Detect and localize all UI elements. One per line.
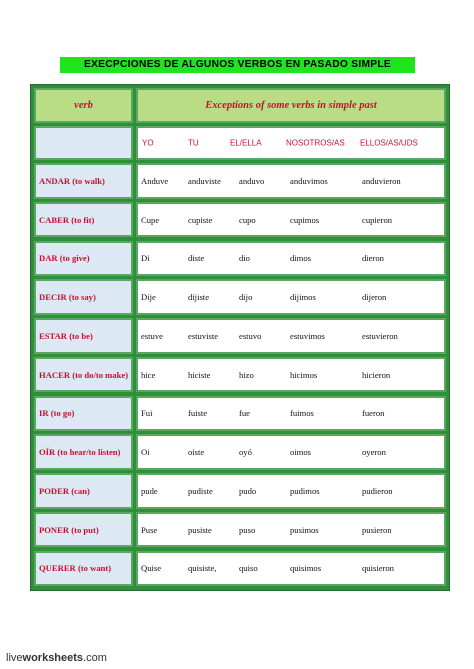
conjugation-form: estuvo xyxy=(239,330,262,341)
conjugation-form: oimos xyxy=(290,447,312,457)
conjugation-form: pusimos xyxy=(290,524,319,535)
pronoun-ellos: ELLOS/AS/UDS xyxy=(360,138,418,148)
verb-gloss: (to give) xyxy=(59,253,90,264)
conjugation-form: Anduve xyxy=(141,175,169,186)
conjugation-form: dijimos xyxy=(290,292,316,302)
conjugation-cell xyxy=(136,473,446,509)
conjugation-form: estuve xyxy=(141,330,163,341)
conjugation-form: pudiste xyxy=(188,485,213,496)
verb-gloss: (to say) xyxy=(68,292,96,302)
verb-cell xyxy=(34,473,133,509)
conjugation-form: quiso xyxy=(239,563,258,574)
conjugation-form: anduvimos xyxy=(290,175,328,186)
verb-cell xyxy=(34,279,133,315)
conjugation-form: estuvieron xyxy=(362,330,398,341)
verb-name: PONER xyxy=(39,524,70,535)
footer-suffix: .com xyxy=(83,652,107,664)
conjugation-form: Oi xyxy=(141,447,150,457)
conjugation-form: puso xyxy=(239,524,256,535)
verb-cell xyxy=(34,396,133,432)
conjugation-form: oiste xyxy=(188,447,205,457)
conjugation-form: pude xyxy=(141,485,158,496)
conjugation-form: Fui xyxy=(141,408,153,419)
conjugation-cell xyxy=(136,357,446,393)
conjugation-form: anduvieron xyxy=(362,175,401,186)
table-row xyxy=(34,434,446,470)
footer-brand xyxy=(6,652,107,664)
verb-name: OÍR xyxy=(39,447,56,457)
pronoun-cell xyxy=(136,126,446,160)
verb-gloss: (to go) xyxy=(50,408,75,419)
conjugation-form: cupiste xyxy=(188,214,213,225)
conjugation-form: Puse xyxy=(141,524,158,535)
verb-cell xyxy=(34,318,133,354)
verb-name: DAR xyxy=(39,253,58,264)
conjugation-cell xyxy=(136,512,446,548)
table-header-row xyxy=(34,88,446,123)
table-row xyxy=(34,279,446,315)
verb-table xyxy=(30,84,450,591)
verb-gloss: (to walk) xyxy=(72,175,105,186)
table-row xyxy=(34,202,446,238)
conjugation-form: estuviste xyxy=(188,330,219,341)
verb-name: ESTAR xyxy=(39,330,68,341)
pronoun-tu: TU xyxy=(188,138,199,148)
footer-brand-name: worksheets xyxy=(22,652,84,664)
table-row xyxy=(34,396,446,432)
conjugation-form: dio xyxy=(239,253,250,264)
verb-gloss: (to be) xyxy=(69,330,93,341)
conjugation-form: hice xyxy=(141,369,156,380)
conjugation-form: dijiste xyxy=(188,292,210,302)
conjugation-form: oyeron xyxy=(362,447,386,457)
conjugation-form: oyó xyxy=(239,447,252,457)
conjugation-form: cupieron xyxy=(362,214,393,225)
conjugation-form: Dije xyxy=(141,292,156,302)
conjugation-form: hiciste xyxy=(188,369,211,380)
table-row xyxy=(34,241,446,277)
conjugation-form: pudieron xyxy=(362,485,393,496)
table-row xyxy=(34,357,446,393)
conjugation-form: cupo xyxy=(239,214,256,225)
verb-cell xyxy=(34,163,133,199)
verb-name: QUERER xyxy=(39,563,76,574)
verb-name: HACER xyxy=(39,369,71,380)
verb-gloss: (to fit) xyxy=(71,214,95,225)
conjugation-form: cupimos xyxy=(290,214,320,225)
verb-cell xyxy=(34,434,133,470)
conjugation-form: Di xyxy=(141,253,150,264)
verb-cell xyxy=(34,551,133,587)
table-row xyxy=(34,551,446,587)
pronoun-el-ella: EL/ELLA xyxy=(230,138,262,148)
verb-gloss: (to want) xyxy=(77,563,112,574)
header-verb-label: verb xyxy=(74,100,93,111)
conjugation-cell xyxy=(136,396,446,432)
conjugation-form: dieron xyxy=(362,253,384,264)
verb-gloss: (can) xyxy=(71,485,90,496)
verb-name: IR xyxy=(39,408,49,419)
conjugation-form: quisimos xyxy=(290,563,322,574)
conjugation-form: dijo xyxy=(239,292,253,302)
verb-cell xyxy=(34,241,133,277)
conjugation-cell xyxy=(136,163,446,199)
conjugation-form: Quise xyxy=(141,563,162,574)
verb-name: ANDAR xyxy=(39,175,71,186)
footer-prefix: live xyxy=(6,652,23,664)
conjugation-form: fuimos xyxy=(290,408,314,419)
verb-name: CABER xyxy=(39,214,70,225)
table-row xyxy=(34,512,446,548)
conjugation-form: quisiste, xyxy=(188,563,217,574)
pronoun-yo: YO xyxy=(142,138,154,148)
conjugation-form: fue xyxy=(239,408,250,419)
conjugation-cell xyxy=(136,318,446,354)
table-row xyxy=(34,473,446,509)
pronoun-nosotros: NOSOTROS/AS xyxy=(286,138,345,148)
verb-name: PODER xyxy=(39,485,70,496)
conjugation-form: estuvimos xyxy=(290,330,325,341)
pronoun-row xyxy=(34,126,446,160)
conjugation-form: dimos xyxy=(290,253,312,264)
verb-cell xyxy=(34,202,133,238)
conjugation-form: Cupe xyxy=(141,214,160,225)
verb-gloss: (to do/to make) xyxy=(72,369,129,380)
conjugation-form: anduvo xyxy=(239,175,265,186)
verb-gloss: (to put) xyxy=(71,524,99,535)
conjugation-cell xyxy=(136,241,446,277)
conjugation-form: diste xyxy=(188,253,205,264)
header-exceptions-label: Exceptions of some verbs in simple past xyxy=(205,100,377,111)
verb-name: DECIR xyxy=(39,292,67,302)
conjugation-form: hicieron xyxy=(362,369,391,380)
conjugation-form: quisieron xyxy=(362,563,394,574)
verb-cell xyxy=(34,357,133,393)
conjugation-form: dijeron xyxy=(362,292,387,302)
table-row xyxy=(34,163,446,199)
verb-cell xyxy=(34,512,133,548)
conjugation-form: pusieron xyxy=(362,524,392,535)
conjugation-form: pudo xyxy=(239,485,257,496)
conjugation-form: pudimos xyxy=(290,485,320,496)
conjugation-cell xyxy=(136,202,446,238)
conjugation-form: hizo xyxy=(239,369,254,380)
conjugation-form: pusiste xyxy=(188,524,212,535)
conjugation-form: anduviste xyxy=(188,175,221,186)
header-verb-cell xyxy=(34,88,133,123)
verb-gloss: (to hear/to listen) xyxy=(57,447,121,457)
conjugation-form: hicimos xyxy=(290,369,318,380)
header-exceptions-cell xyxy=(136,88,446,123)
conjugation-cell xyxy=(136,279,446,315)
conjugation-cell xyxy=(136,551,446,587)
page-title: EXECPCIONES DE ALGUNOS VERBOS EN PASADO SIMPLE xyxy=(60,57,415,73)
conjugation-form: fuiste xyxy=(188,408,208,419)
conjugation-cell xyxy=(136,434,446,470)
conjugation-form: fueron xyxy=(362,408,385,419)
table-row xyxy=(34,318,446,354)
pronoun-row-blank xyxy=(34,126,133,160)
